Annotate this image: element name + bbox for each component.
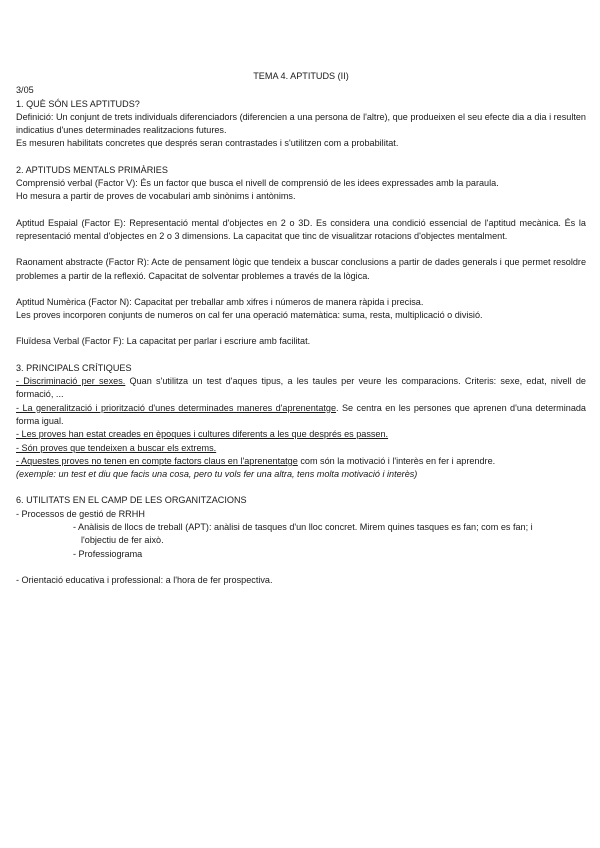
s2-reasoning: Raonament abstracte (Factor R): Acte de pensament lògic que tendeix a buscar conclusions a partir de dades generals i que permet resoldre problemes a partir de la reflexió. Capacitat de solventar problemes a través de la lògica. (16, 257, 586, 281)
s3-critique-3 (16, 428, 586, 441)
s2-verbal-2: Ho mesura a partir de proves de vocabulari amb sinònims i antònims. (16, 191, 296, 202)
section-1-heading: 1. QUÈ SÓN LES APTITUDS? (16, 98, 140, 109)
s3-critique-3-underlined: - Les proves han estat creades en èpoques i cultures diferents a les que després es passen. (16, 429, 389, 440)
s3-critique-4 (16, 442, 586, 455)
s6-subitem-1b: l'objectiu de fer això. (81, 535, 164, 546)
section-6-heading: 6. UTILITATS EN EL CAMP DE LES ORGANITZACIONS (16, 495, 247, 506)
s2-fluency: Fluïdesa Verbal (Factor F): La capacitat per parlar i escriure amb facilitat. (16, 336, 311, 347)
s2-numeric-1: Aptitud Numèrica (Factor N): Capacitat per treballar amb xifres i números de manera ràpida i precisa. (16, 296, 424, 307)
s3-critique-4-underlined: - Són proves que tendeixen a buscar els extrems. (16, 442, 217, 453)
section-3-heading: 3. PRINCIPALS CRÍTIQUES (16, 362, 132, 373)
s6-item-2: - Orientació educativa i professional: a l'hora de fer prospectiva. (16, 574, 273, 585)
s3-critique-5-underlined: - Aquestes proves no tenen en compte factors claus en l'aprenentatge (16, 455, 298, 466)
s2-spatial: Aptitud Espaial (Factor E): Representació mental d'objectes en 2 o 3D. Es considera una condició essencial de l'aptitud mecànica. És la representació mental d'objectes en 2 o 3 dimensions. La capacitat que tinc de visualitzar rotacions d'objectes mentalment. (16, 217, 586, 241)
s3-critique-2-underlined: - La generalització i priorització d'unes determinades maneres d'aprenentatge (16, 402, 337, 413)
s3-critique-1-rest: Quan s'utilitza un test d'aques tipus, a les taules per veure les comparacions. Criteris: sexe, edat, nivell de formació, ... (16, 376, 586, 400)
document-title: TEMA 4. APTITUDS (II) (253, 71, 349, 81)
s3-critique-5-example: (exemple: un test et diu que facis una cosa, pero tu vols fer una altra, tens molta motivació i interès) (16, 469, 418, 480)
s6-item-1: - Processos de gestió de RRHH (16, 508, 145, 519)
s6-subitem-1a: - Anàlisis de llocs de treball (APT): anàlisi de tasques d'un lloc concret. Mirem quines tasques es fan; com es fan; i (73, 522, 533, 533)
s1-measure: Es mesuren habilitats concretes que després seran contrastades i s'utilitzen com a probabilitat. (16, 138, 399, 149)
section-2-heading: 2. APTITUDS MENTALS PRIMÀRIES (16, 164, 168, 175)
s3-critique-5 (16, 455, 586, 468)
s6-subitem-2: - Professiograma (73, 548, 143, 559)
s3-critique-2-rest: . Se centra en les persones que aprenen d'una determinada forma igual. (16, 402, 586, 426)
s1-definition: Definició: Un conjunt de trets individuals diferenciadors (diferencien a una persona de l'altre), que produeixen el seu efecte dia a dia i resulten indicatius d'unes determinades realitzacions futures. (16, 111, 586, 136)
s2-numeric-2: Les proves incorporen conjunts de numeros on cal fer una operació matemàtica: suma, resta, multiplicació o divisió. (16, 310, 483, 321)
s3-critique-1 (16, 375, 586, 402)
document-date: 3/05 (16, 85, 34, 96)
s3-critique-5-rest: com són la motivació i l'interès en fer i aprendre. (297, 455, 496, 466)
s2-verbal-1: Comprensió verbal (Factor V): És un factor que busca el nivell de comprensió de les idees expressades amb la paraula. (16, 178, 499, 189)
s3-critique-1-underlined: - Discriminació per sexes. (16, 376, 126, 387)
s3-critique-2 (16, 402, 586, 429)
